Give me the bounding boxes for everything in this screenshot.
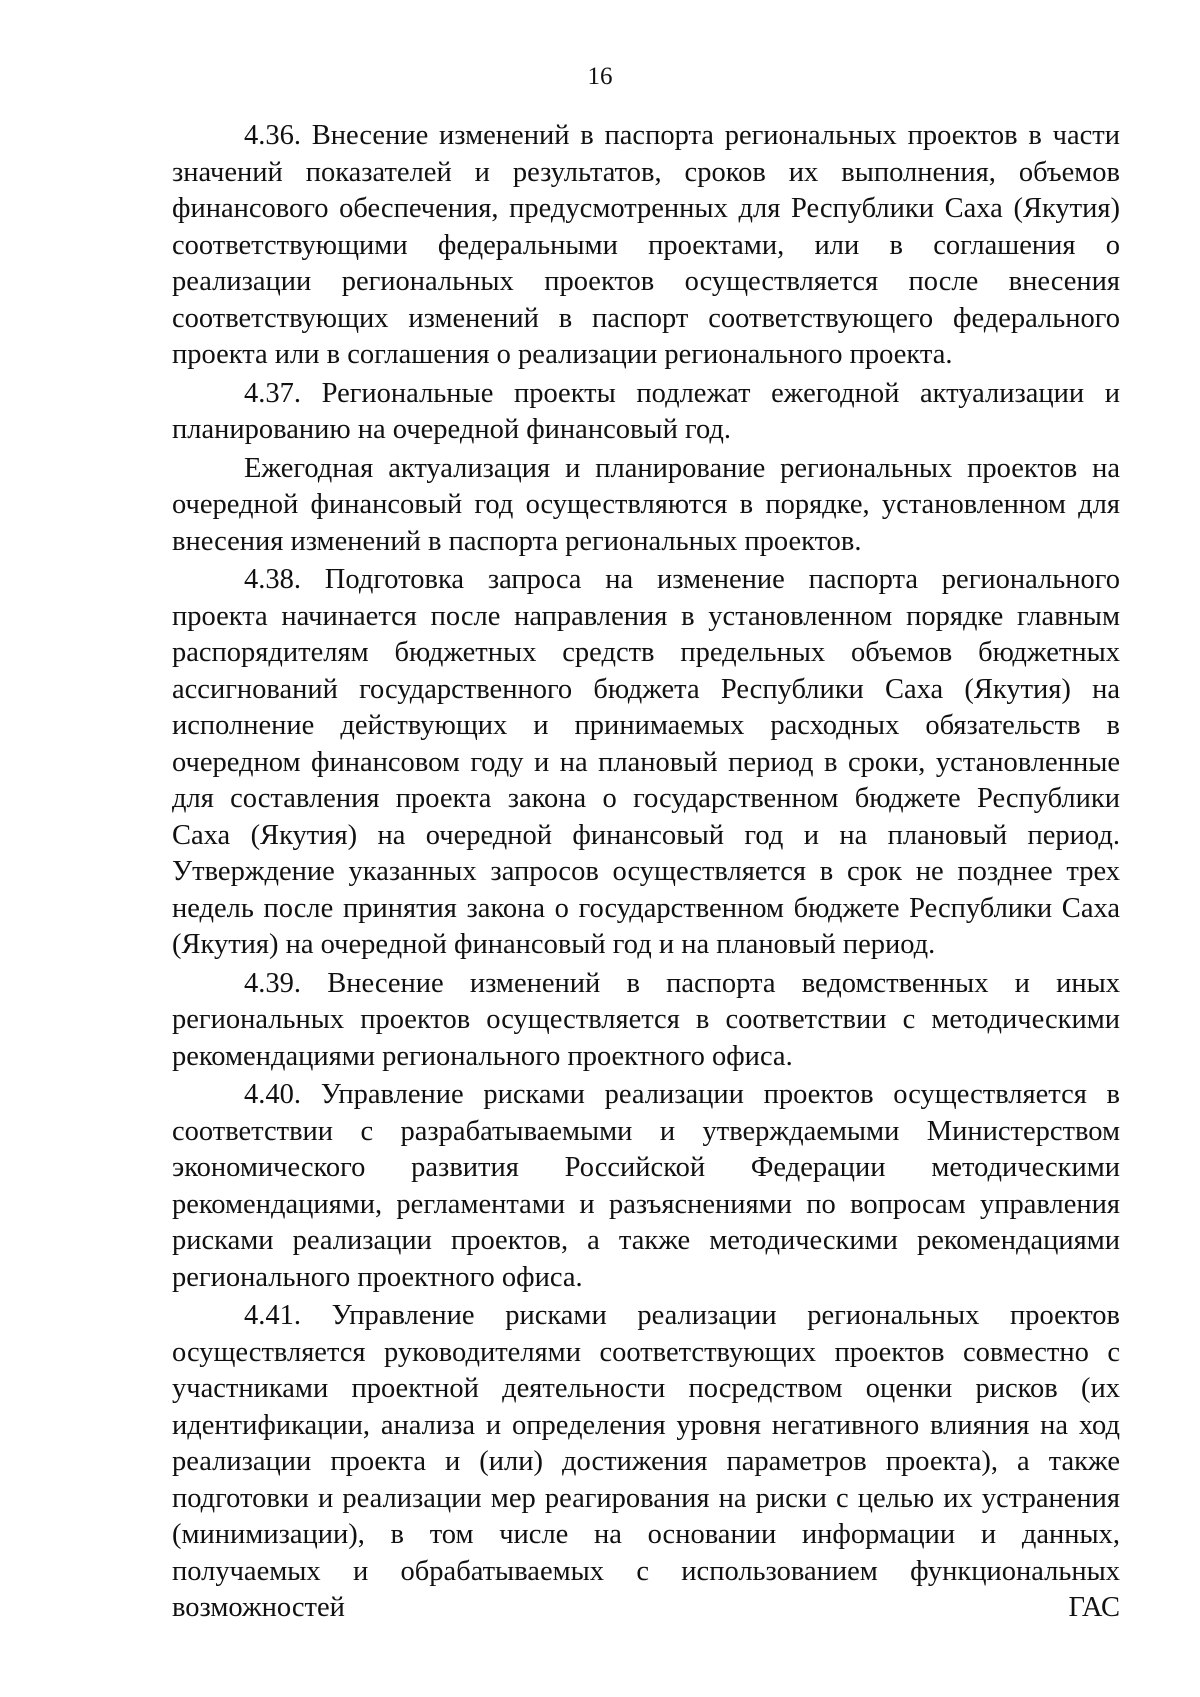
paragraph-4-40: 4.40. Управление рисками реализации проектов осуществляется в соответствии с разрабатываемыми и утверждаемыми Министерством экономического развития Российской Федерации методическими рекомендациями, регламентами и разъяснениями по вопросам управления рисками реализации проектов, а также методическими рекомендациями регионального проектного офиса. [172,1079,1120,1293]
paragraph-4-38: 4.38. Подготовка запроса на изменение паспорта регионального проекта начинается после направления в установленном порядке главным распорядителям бюджетных средств предельных объемов бюджетных ассигнований государственного бюджета Республики Саха (Якутия) на исполнение действующих и принимаемых расходных обязательств в очередном финансовом году и на плановый период в сроки, установленные для составления проекта закона о государственном бюджете Республики Саха (Якутия) на очередной финансовый год и на плановый период. Утверждение указанных запросов осуществляется в срок не позднее трех недель после принятия закона о государственном бюджете Республики Саха (Якутия) на очередной финансовый год и на плановый период. [172,564,1120,960]
page-number: 16 [587,63,613,90]
paragraph-annual-update: Ежегодная актуализация и планирование региональных проектов на очередной финансовый год осуществляются в порядке, установленном для внесения изменений в паспорта региональных проектов. [172,452,1120,557]
paragraph-4-39: 4.39. Внесение изменений в паспорта ведомственных и иных региональных проектов осуществляется в соответствии с методическими рекомендациями регионального проектного офиса. [172,967,1120,1072]
paragraph-4-36: 4.36. Внесение изменений в паспорта региональных проектов в части значений показателей и результатов, сроков их выполнения, объемов финансового обеспечения, предусмотренных для Республики Саха (Якутия) соответствующими федеральными проектами, или в соглашения о реализации региональных проектов осуществляется после внесения соответствующих изменений в паспорт соответствующего федерального проекта или в соглашения о реализации регионального проекта. [172,120,1120,370]
paragraph-4-37: 4.37. Региональные проекты подлежат ежегодной актуализации и планированию на очередной финансовый год. [172,377,1120,445]
paragraph-4-41: 4.41. Управление рисками реализации региональных проектов осуществляется руководителями соответствующих проектов совместно с участниками проектной деятельности посредством оценки рисков (их идентификации, анализа и определения уровня негативного влияния на ход реализации проекта и (или) достижения параметров проекта), а также подготовки и реализации мер реагирования на риски с целью их устранения (минимизации), в том числе на основании информации и данных, получаемых и обрабатываемых с использованием функциональных возможностей ГАС [172,1300,1120,1623]
document-body [172,118,1120,1627]
